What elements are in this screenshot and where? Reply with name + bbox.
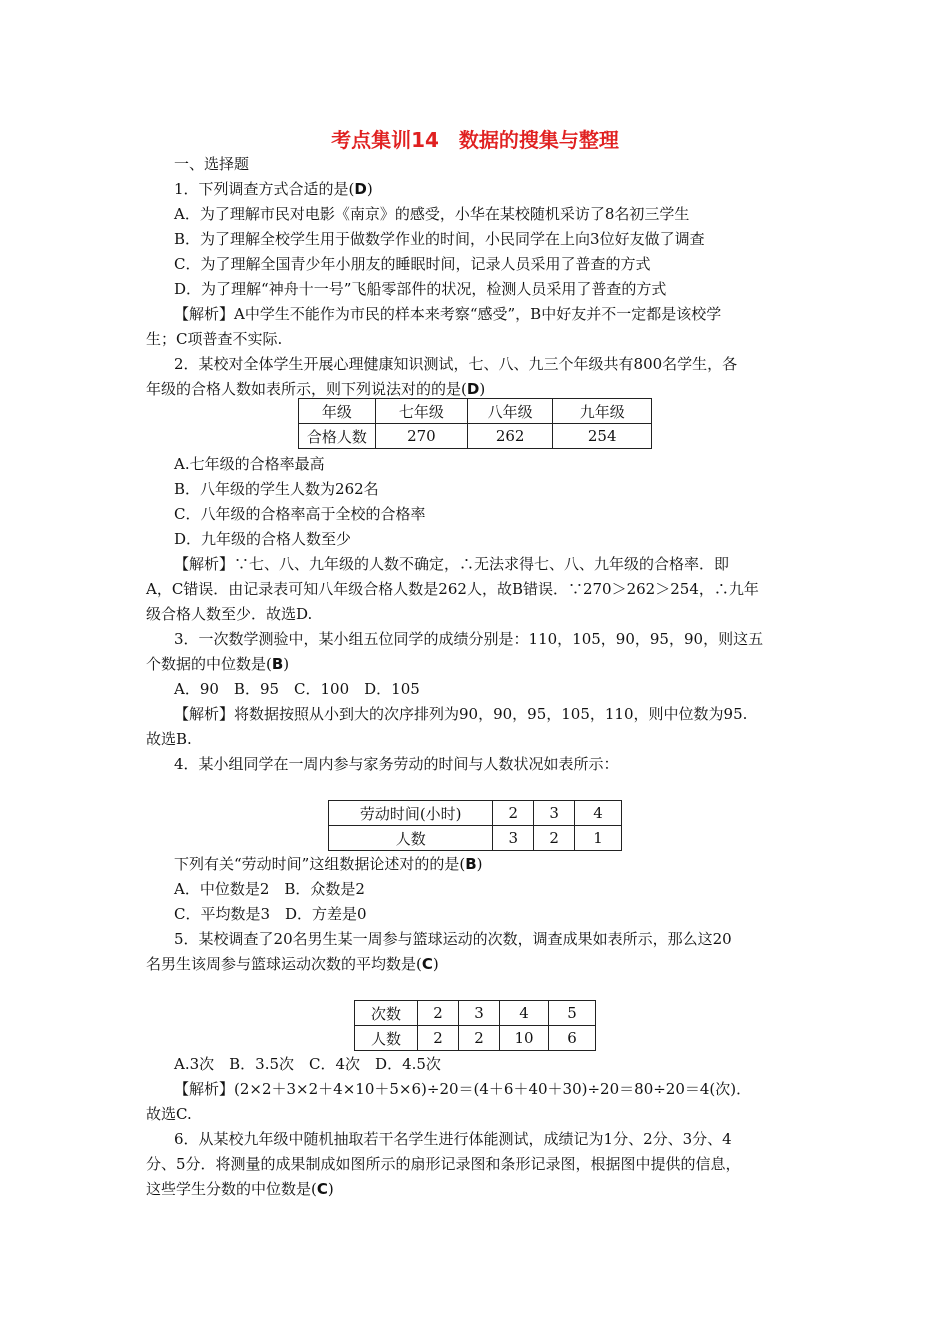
table-cell: 10 [500,1026,549,1051]
table-cell: 劳动时间(小时) [329,801,493,826]
section-heading: 一、选择题 [174,155,250,173]
q3-analysis: 【解析】将数据按照从小到大的次序排列为90，90，95，105，110，则中位数为95. [174,705,748,723]
q2-analysis-cont: 级合格人数至少．故选D. [146,605,313,623]
q5-analysis-cont: 故选C. [146,1105,192,1123]
q6-answer: C [316,1180,328,1198]
q5-stem: 5．某校调查了20名男生某一周参与篮球运动的次数，调查成果如表所示，那么这20 [174,930,732,948]
table-row [299,399,652,424]
table-cell: 270 [375,424,467,449]
table-cell: 七年级 [375,399,467,424]
q2-option-c: C．八年级的合格率高于全校的合格率 [174,505,426,523]
table-row [329,801,622,826]
q2-table [298,398,652,449]
table-cell: 4 [575,801,622,826]
q3-stem: 3．一次数学测验中，某小组五位同学的成绩分别是：110，105，90，95，90，则这五 [174,630,764,648]
table-cell: 次数 [355,1001,418,1026]
table-cell: 4 [500,1001,549,1026]
table-cell: 2 [418,1001,459,1026]
table-cell: 人数 [355,1026,418,1051]
q4-question: 下列有关“劳动时间”这组数据论述对的的是(B) [174,855,483,873]
q4-table [328,800,622,851]
table-cell: 1 [575,826,622,851]
table-cell: 2 [493,801,534,826]
q1-analysis: 【解析】A中学生不能作为市民的样本来考察“感受”，B中好友并不一定都是该校学 [174,305,722,323]
table-cell: 合格人数 [299,424,376,449]
table-cell: 人数 [329,826,493,851]
table-row [355,1026,596,1051]
q5-options: A.3次 B．3.5次 C．4次 D．4.5次 [174,1055,441,1073]
q2-option-b: B．八年级的学生人数为262名 [174,480,379,498]
q1-option-c: C．为了理解全国青少年小朋友的睡眠时间，记录人员采用了普查的方式 [174,255,651,273]
q4-answer: B [465,855,477,873]
q6-stem: 6．从某校九年级中随机抽取若干名学生进行体能测试，成绩记为1分、2分、3分、4 [174,1130,732,1148]
table-cell: 3 [493,826,534,851]
table-cell: 八年级 [467,399,553,424]
table-cell: 3 [534,801,575,826]
q4-options: C．平均数是3 D．方差是0 [174,905,367,923]
q1-option-b: B．为了理解全校学生用于做数学作业的时间，小民同学在上向3位好友做了调查 [174,230,705,248]
table-cell: 3 [459,1001,500,1026]
q5-stem-cont: 名男生该周参与篮球运动次数的平均数是(C) [146,955,439,973]
q1-option-a: A．为了理解市民对电影《南京》的感受，小华在某校随机采访了8名初三学生 [174,205,690,223]
q4-options: A．中位数是2 B．众数是2 [174,880,365,898]
q4-stem: 4．某小组同学在一周内参与家务劳动的时间与人数状况如表所示： [174,755,619,773]
table-cell: 2 [418,1026,459,1051]
q6-stem-cont: 分、5分．将测量的成果制成如图所示的扇形记录图和条形记录图，根据图中提供的信息， [146,1155,741,1173]
q3-analysis-cont: 故选B. [146,730,192,748]
q1-option-d: D．为了理解“神舟十一号”飞船零部件的状况，检测人员采用了普查的方式 [174,280,667,298]
q3-answer: B [271,655,284,673]
table-cell: 5 [549,1001,596,1026]
table-row [355,1001,596,1026]
q5-answer: C [421,955,433,973]
q6-stem-cont: 这些学生分数的中位数是(C) [146,1180,334,1198]
table-row [329,826,622,851]
table-cell: 262 [467,424,553,449]
table-row [299,424,652,449]
q2-answer: D [466,380,480,398]
q2-stem: 2．某校对全体学生开展心理健康知识测试，七、八、九三个年级共有800名学生，各 [174,355,738,373]
q1-answer: D [354,180,367,198]
q5-analysis: 【解析】(2×2＋3×2＋4×10＋5×6)÷20＝(4＋6＋40＋30)÷20＝80÷20＝4(次)． [174,1080,752,1098]
q3-options: A．90 B．95 C．100 D．105 [174,680,420,698]
q3-stem-cont: 个数据的中位数是(B) [146,655,290,673]
table-cell: 2 [534,826,575,851]
table-cell: 254 [553,424,652,449]
q1-analysis-cont: 生；C项普查不实际. [146,330,283,348]
q2-option-a: A.七年级的合格率最高 [174,455,325,473]
table-cell: 九年级 [553,399,652,424]
q2-stem-cont: 年级的合格人数如表所示，则下列说法对的的是(D) [146,380,486,398]
q5-table [354,1000,596,1051]
table-cell: 年级 [299,399,376,424]
q1-stem: 1．下列调查方式合适的是(D) [174,180,373,198]
table-cell: 6 [549,1026,596,1051]
table-cell: 2 [459,1026,500,1051]
q2-analysis: 【解析】∵七、八、九年级的人数不确定，∴无法求得七、八、九年级的合格率．即 [174,555,730,573]
q2-option-d: D．九年级的合格人数至少 [174,530,352,548]
q2-analysis-cont: A，C错误．由记录表可知八年级合格人数是262人，故B错误．∵270＞262＞254，∴九年 [146,580,759,598]
page-title: 考点集训14 数据的搜集与整理 [331,128,619,152]
